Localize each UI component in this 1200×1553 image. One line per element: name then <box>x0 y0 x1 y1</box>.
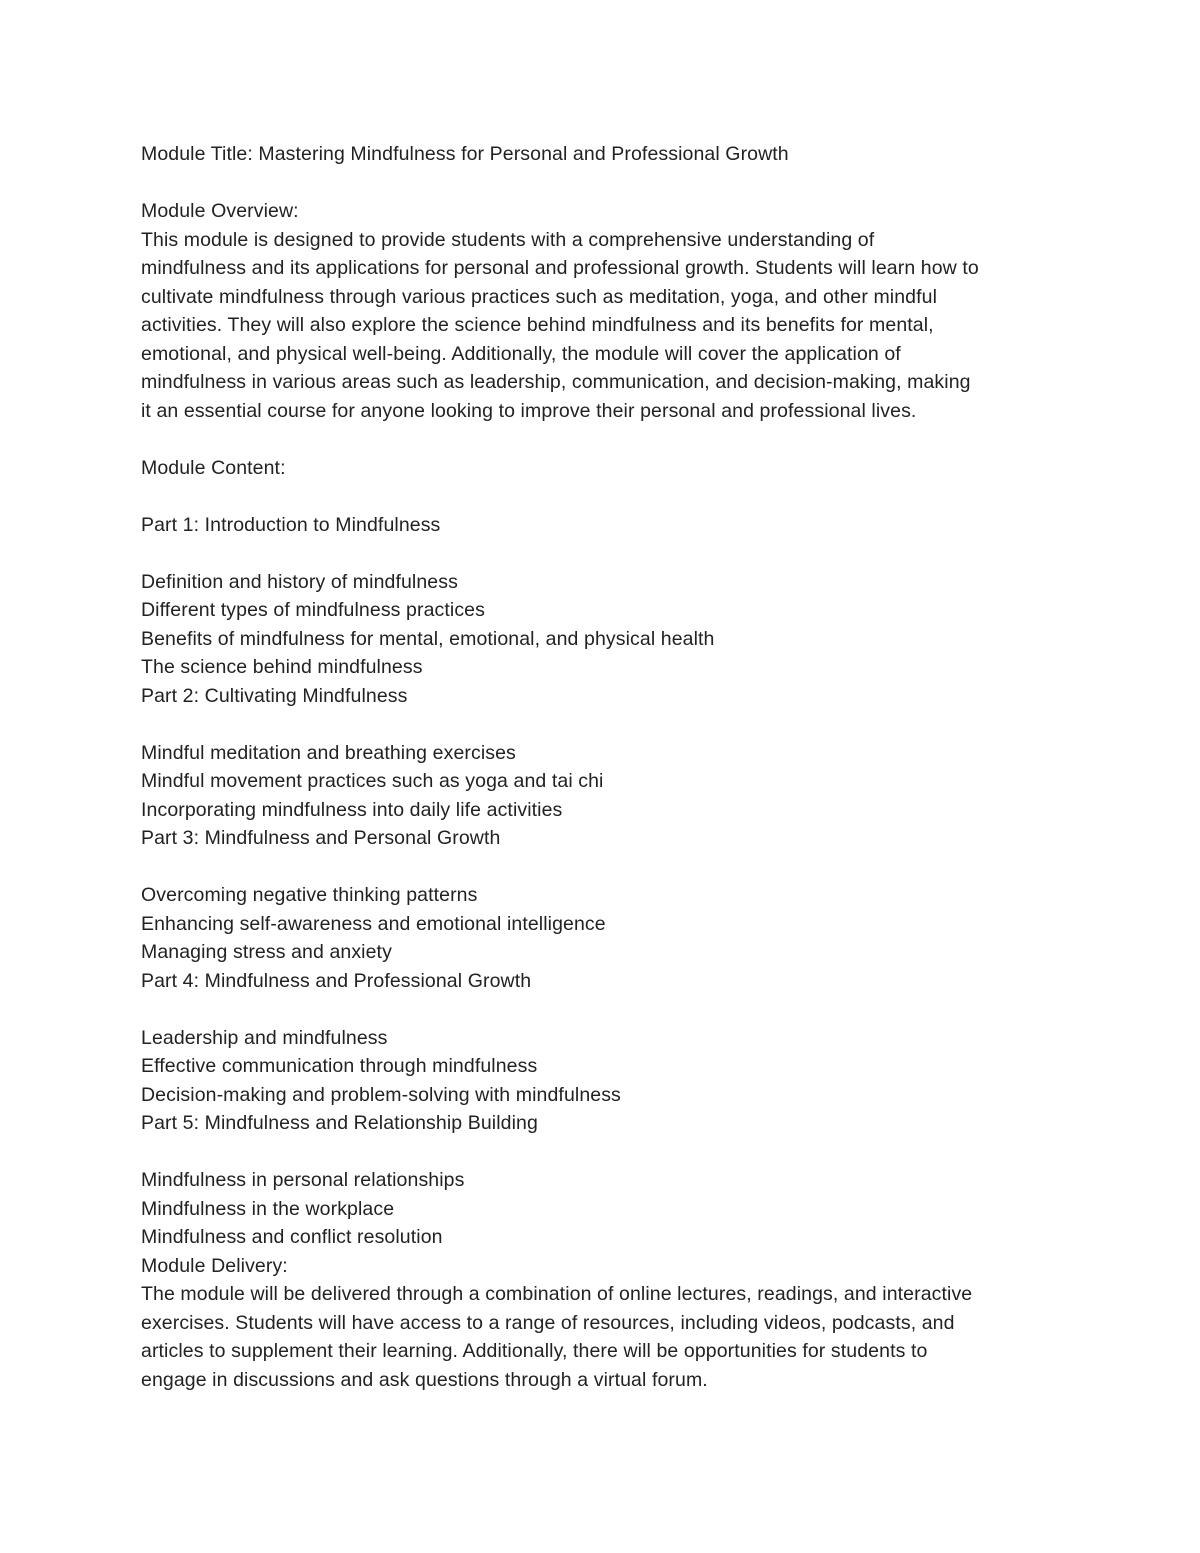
delivery-line: articles to supplement their learning. Additionally, there will be opportunities for students to <box>141 1340 928 1362</box>
overview-heading: Module Overview: <box>141 200 299 222</box>
blank-line <box>141 482 1071 511</box>
overview-line: cultivate mindfulness through various practices such as meditation, yoga, and other mindful <box>141 285 938 308</box>
part-5-heading: Part 5: Mindfulness and Relationship Building <box>141 1112 538 1134</box>
overview-line: mindfulness in various areas such as leadership, communication, and decision-making, making <box>141 371 971 393</box>
part-1-item: Different types of mindfulness practices <box>141 599 485 621</box>
blank-line <box>141 169 1071 198</box>
part-5-item: Mindfulness in the workplace <box>141 1197 395 1220</box>
part-5-item: Mindfulness in personal relationships <box>141 1169 465 1191</box>
part-5-item: Mindfulness and conflict resolution <box>141 1226 443 1248</box>
part-4-item: Decision-making and problem-solving with mindfulness <box>141 1083 621 1106</box>
delivery-line: engage in discussions and ask questions through a virtual forum. <box>141 1368 708 1391</box>
overview-line: activities. They will also explore the science behind mindfulness and its benefits for mental, <box>141 314 934 336</box>
overview-line: This module is designed to provide students with a comprehensive understanding of <box>141 228 875 251</box>
part-1-item: The science behind mindfulness <box>141 656 423 678</box>
part-2-item: Mindful movement practices such as yoga and tai chi <box>141 770 604 792</box>
overview-paragraph <box>141 226 1071 426</box>
document-page <box>141 140 1071 1394</box>
part-1-item: Benefits of mindfulness for mental, emotional, and physical health <box>141 627 715 650</box>
part-1-heading: Part 1: Introduction to Mindfulness <box>141 513 441 536</box>
part-2-item: Incorporating mindfulness into daily life activities <box>141 798 563 821</box>
part-3-item: Overcoming negative thinking patterns <box>141 884 478 906</box>
overview-line: emotional, and physical well-being. Additionally, the module will cover the application of <box>141 342 901 365</box>
part-3-heading: Part 3: Mindfulness and Personal Growth <box>141 827 501 849</box>
delivery-line: The module will be delivered through a combination of online lectures, readings, and interactive <box>141 1283 973 1305</box>
part-4-heading: Part 4: Mindfulness and Professional Growth <box>141 969 532 992</box>
blank-line <box>141 853 1071 882</box>
blank-line <box>141 539 1071 568</box>
blank-line <box>141 710 1071 739</box>
part-4-item: Effective communication through mindfulness <box>141 1055 538 1077</box>
delivery-heading: Module Delivery: <box>141 1254 288 1277</box>
overview-line: mindfulness and its applications for personal and professional growth. Students will learn how to <box>141 257 979 279</box>
delivery-paragraph <box>141 1280 1071 1394</box>
part-2-heading: Part 2: Cultivating Mindfulness <box>141 684 408 707</box>
blank-line <box>141 1138 1071 1167</box>
part-2-item: Mindful meditation and breathing exercises <box>141 741 516 764</box>
delivery-line: exercises. Students will have access to a range of resources, including videos, podcasts, and <box>141 1311 955 1334</box>
blank-line <box>141 425 1071 454</box>
part-1-item: Definition and history of mindfulness <box>141 570 458 593</box>
blank-line <box>141 995 1071 1024</box>
module-title: Module Title: Mastering Mindfulness for Personal and Professional Growth <box>141 143 789 165</box>
overview-line: it an essential course for anyone looking to improve their personal and professional lives. <box>141 399 917 422</box>
part-3-item: Managing stress and anxiety <box>141 941 392 963</box>
part-4-item: Leadership and mindfulness <box>141 1026 388 1049</box>
part-3-item: Enhancing self-awareness and emotional intelligence <box>141 912 606 935</box>
content-heading: Module Content: <box>141 456 286 479</box>
